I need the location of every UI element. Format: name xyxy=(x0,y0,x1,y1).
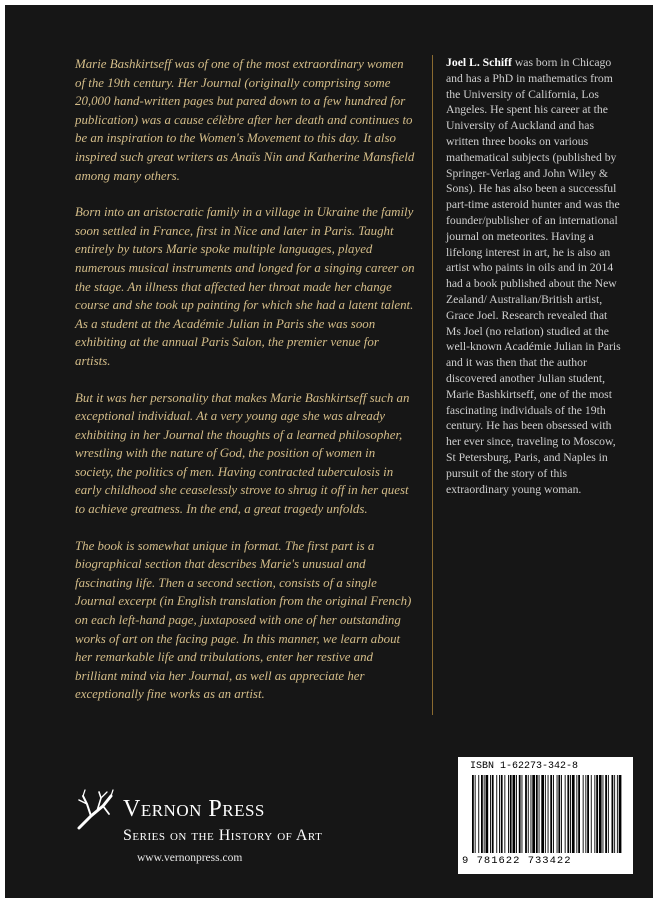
barcode-bar xyxy=(561,775,562,853)
series-title: Series on the History of Art xyxy=(123,827,323,844)
back-cover xyxy=(5,5,653,898)
barcode-bar xyxy=(608,775,609,853)
barcode-bar xyxy=(603,775,604,853)
barcode-bar xyxy=(583,775,584,853)
barcode-bar xyxy=(565,775,566,853)
barcode-bars xyxy=(470,775,622,853)
publisher-website: www.vernonpress.com xyxy=(137,852,243,864)
barcode-bar xyxy=(499,775,500,853)
barcode-bar xyxy=(472,775,474,853)
barcode-bar xyxy=(531,775,532,853)
barcode-bar xyxy=(528,775,529,853)
barcode-bar xyxy=(501,775,503,853)
barcode-bar xyxy=(594,775,595,853)
description-paragraph-2: Born into an aristocratic family in a village in Ukraine the family soon settled in France, first in Nice and later in Paris. Taught entirely by tutors Marie spoke multiple languages, played numerous musical instruments and longed for a singing career on the stage. An illness that affected her throat made her change course and she took up painting for which she had a latent talent. As a student at the Académie Julian in Paris she was soon exhibiting at the annual Paris Salon, the premier venue for artists. xyxy=(75,205,415,368)
barcode-bar xyxy=(572,775,575,853)
barcode-bar xyxy=(508,775,509,853)
author-bio-text: was born in Chicago and has a PhD in mathematics from the University of California, Los Angeles. He spent his career at the University of Auckland and has written three books on various mathematical subjects (published by Springer-Verlag and John Wiley & Sons). He has also been a successful part-time asteroid hunter and was the founder/publisher of an international journal on meteorites. Having a lifelong interest in art, he is also an artist who paints in oils and in 2014 had a book published about the New Zealand/ Australian/British artist, Grace Joel. Research revealed that Ms Joel (no relation) studied at the well-known Académie Julian in Paris and it was then that the author discovered another Julian student, Marie Bashkirtseff, one of the most fascinating individuals of the 19th century. He has been obsessed with her ever since, traveling to Moscow, St Petersburg, Paris, and Naples in pursuit of the story of this extraordinary young woman. xyxy=(446,56,621,496)
description-paragraph-3: But it was her personality that makes Marie Bashkirtseff such an exceptional individual. At a very young age she was already exhibiting in her Journal the thoughts of a learned philosopher, wrestling with the nature of God, the position of women in society, the politics of men. Having contracted tuberculosis in early childhood she ceaselessly strove to shrug it off in her quest to achieve greatness. In the end, a great tragedy unfolds. xyxy=(75,390,410,517)
barcode-bar xyxy=(478,775,479,853)
barcode-bar xyxy=(553,775,554,853)
barcode-bar xyxy=(496,775,497,853)
publisher-name: Vernon Press xyxy=(123,796,265,822)
barcode-bar xyxy=(596,775,598,853)
description-column xyxy=(75,55,415,722)
barcode-bar xyxy=(548,775,549,853)
barcode-bar xyxy=(617,775,618,853)
description-paragraph-1: Marie Bashkirtseff was of one of the most extraordinary women of the 19th century. Her Journal (originally comprising some 20,000 hand-written pages but pared down to a few hundred for publication) was a cause célèbre after her death and continues to be an inspiration to the Women's Movement to this day. It also inspired such great writers as Anaïs Nin and Katherine Mansfield among many others. xyxy=(75,57,415,183)
barcode-bar xyxy=(536,775,538,853)
barcode-bar xyxy=(475,775,476,853)
barcode-bar xyxy=(612,775,614,853)
barcode-bar xyxy=(599,775,602,853)
barcode-bar xyxy=(492,775,494,853)
barcode-bar xyxy=(486,775,489,853)
barcode-bar xyxy=(525,775,527,853)
barcode-bar xyxy=(516,775,517,853)
column-divider xyxy=(432,55,433,715)
barcode xyxy=(458,757,633,874)
barcode-bar xyxy=(481,775,483,853)
ean-number: 9 781622 733422 xyxy=(462,855,572,867)
isbn-label: ISBN 1-62273-342-8 xyxy=(470,761,579,772)
barcode-bar xyxy=(557,775,558,853)
barcode-bar xyxy=(591,775,592,853)
description-paragraph-4: The book is somewhat unique in format. The first part is a biographical section that describes Marie's unusual and fascinating life. Then a second section, consists of a single Journal excerpt (in English translation from the original French) on each left-hand page, juxtaposed with one of her outstanding works of art on the facing page. In this manner, we learn about her remarkable life and tribulations, enter her restive and brilliant mind via her Journal, as well as appreciate her exceptionally fine works as an artist. xyxy=(75,538,412,702)
author-name: Joel L. Schiff xyxy=(446,56,512,69)
barcode-bar xyxy=(585,775,586,853)
barcode-bar xyxy=(550,775,552,853)
barcode-bar xyxy=(539,775,540,853)
barcode-bar xyxy=(532,775,535,853)
barcode-bar xyxy=(619,775,622,853)
barcode-bar xyxy=(567,775,569,853)
barcode-bar xyxy=(513,775,516,853)
barcode-bar xyxy=(504,775,505,853)
barcode-bar xyxy=(614,775,615,853)
barcode-bar xyxy=(576,775,577,853)
barcode-bar xyxy=(541,775,544,853)
barcode-bar xyxy=(519,775,521,853)
barcode-bar xyxy=(570,775,571,853)
barcode-bar xyxy=(522,775,523,853)
barcode-bar xyxy=(578,775,580,853)
tree-branch-logo-icon xyxy=(73,788,115,832)
barcode-bar xyxy=(490,775,491,853)
barcode-bar xyxy=(510,775,512,853)
barcode-bar xyxy=(545,775,546,853)
author-bio xyxy=(446,55,624,497)
barcode-bar xyxy=(605,775,607,853)
barcode-bar xyxy=(484,775,485,853)
barcode-bar xyxy=(587,775,589,853)
barcode-bar xyxy=(558,775,560,853)
